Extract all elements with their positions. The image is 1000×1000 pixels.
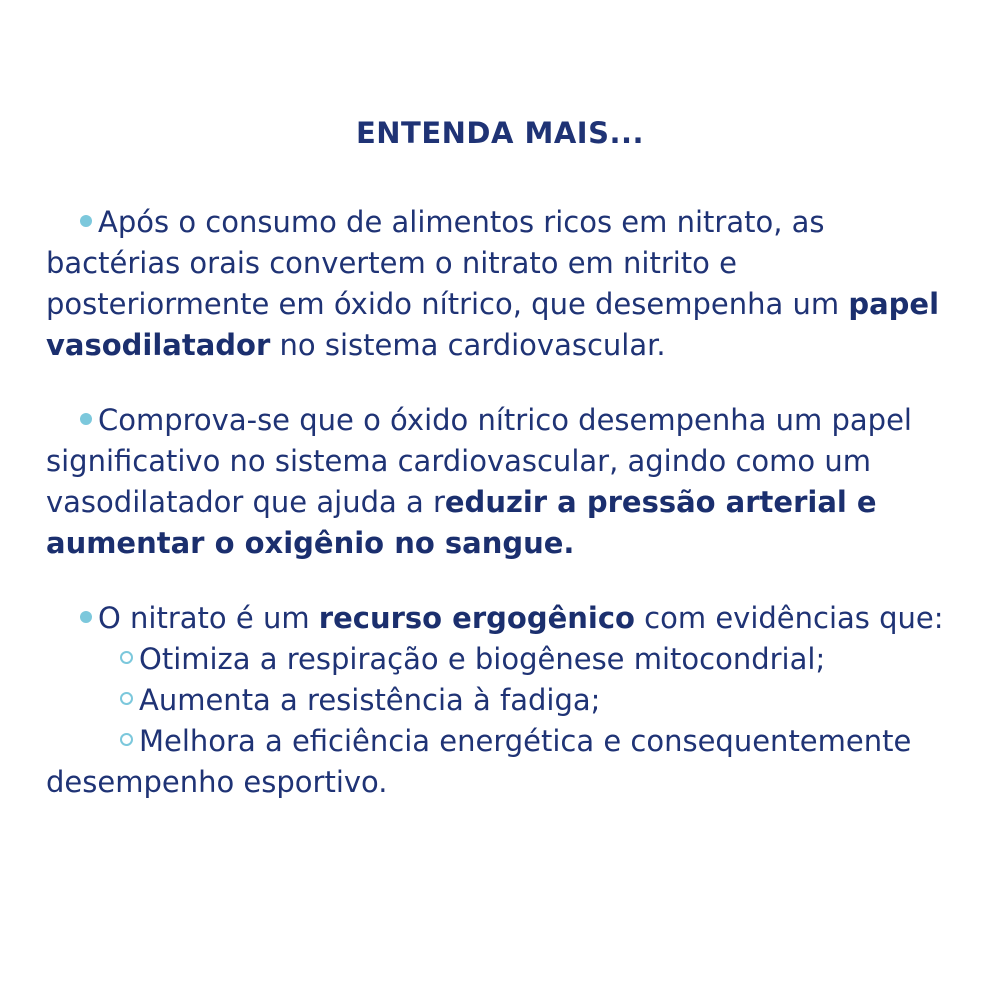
bullet-icon [80,413,92,425]
page-title: ENTENDA MAIS... [355,116,645,150]
paragraph-text: Comprova-se que o óxido nítrico desempenha um papel significativo no sistema cardiovascular, agindo como um vasodilatador que ajuda a r [46,403,912,519]
emphasis-text: papel vasodilatador [46,287,940,362]
paragraph-text: Após o consumo de alimentos ricos em nitrato, as bactérias orais convertem o nitrato em nitrito e posteriormente em óxido nítrico, que desempenha um [46,205,849,321]
list-item: Melhora a eficiência energética e consequentemente desempenho esportivo. [46,724,912,799]
bullet-icon [80,215,92,227]
list-item: Aumenta a resistência à fadiga; [139,683,601,717]
emphasis-text: recurso ergogênico [318,601,635,635]
paragraph-ergogenic [46,598,966,803]
bullet-icon [80,611,92,623]
paragraph-text: no sistema cardiovascular. [270,328,666,362]
paragraph-nitric-oxide [46,400,966,564]
sub-bullet-icon [120,733,133,746]
list-item: Otimiza a respiração e biogênese mitocondrial; [139,642,826,676]
paragraph-text: com evidências que: [634,601,944,635]
sub-bullet-icon [120,692,133,705]
sub-bullet-icon [120,651,133,664]
emphasis-text: eduzir a pressão arterial e aumentar o oxigênio no sangue. [46,485,877,560]
paragraph-text: O nitrato é um [98,601,319,635]
paragraph-nitrate-conversion [46,202,966,366]
